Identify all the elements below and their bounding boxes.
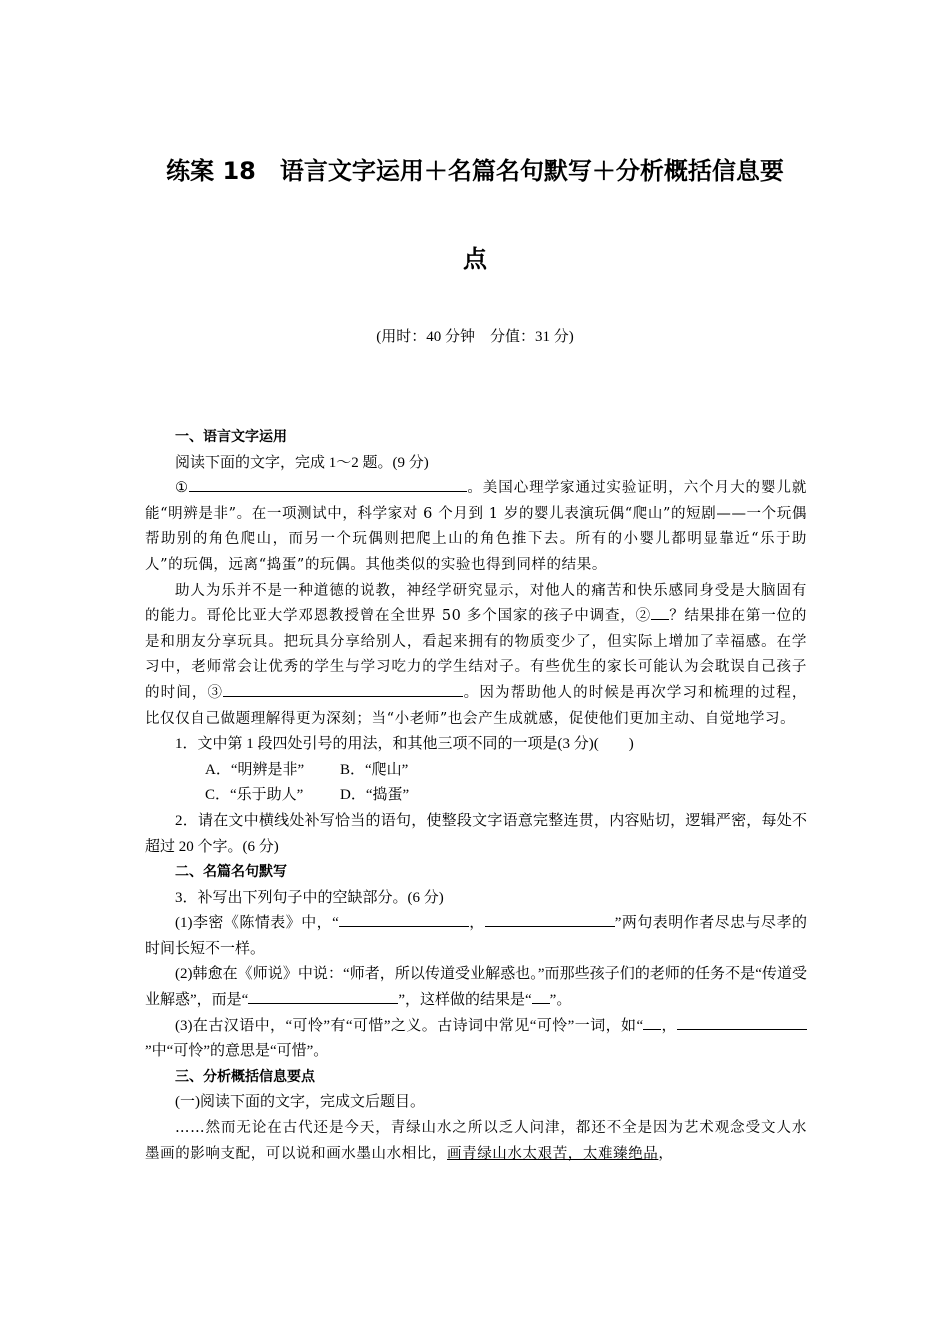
item-text: ， bbox=[468, 915, 485, 932]
question-1-options-row-1 bbox=[145, 758, 807, 784]
recitation-item-2 bbox=[145, 962, 807, 1013]
fill-blank-3[interactable] bbox=[223, 682, 463, 697]
question-2: 2．请在文中横线处补写恰当的语句，使整段文字语意完整连贯，内容贴切，逻辑严密，每处不超过 20 个字。(6 分) bbox=[145, 812, 807, 855]
blank-marker-1: ① bbox=[175, 480, 189, 497]
question-3: 3．补写出下列句子中的空缺部分。(6 分) bbox=[175, 889, 444, 906]
section3-heading: 三、分析概括信息要点 bbox=[175, 1068, 315, 1085]
question-1-options-row-2 bbox=[145, 783, 807, 809]
fill-blank-recite-5[interactable] bbox=[643, 1015, 661, 1030]
section1-instruction: 阅读下面的文字，完成 1～2 题。(9 分) bbox=[175, 454, 429, 471]
passage-text: ？结果排在第一位的是和朋友分享玩具。把玩具分享给别人，看起来拥有的物质变少了，但实际上增加了幸福感。在学习中，老师常会让优秀的学生与学习吃力的学生结对子。有些优生的家长可能认为会耽误自己孩子的时间，③ bbox=[145, 608, 807, 701]
page-title-continued: 点 bbox=[463, 245, 487, 273]
fill-blank-1[interactable] bbox=[189, 477, 467, 492]
item-text: ”中“可怜”的意思是“可惜”。 bbox=[145, 1043, 329, 1060]
option-b[interactable]: B．“爬山” bbox=[340, 761, 409, 778]
option-a[interactable]: A．“明辨是非” bbox=[205, 761, 305, 778]
fill-blank-2[interactable] bbox=[651, 605, 669, 620]
item-text: ”，这样做的结果是“ bbox=[398, 992, 532, 1009]
passage-text: 助人为乐并不是一种道德的说教，神经学研究显示，对他人的痛苦和快乐感同身受是大脑固有的能力。哥伦比亚大学邓恩教授曾在全世界 50 多个国家的孩子中调查，② bbox=[145, 582, 807, 625]
item-text: ， bbox=[661, 1017, 677, 1034]
fill-blank-recite-1[interactable] bbox=[339, 912, 469, 927]
passage-paragraph-1 bbox=[145, 476, 807, 578]
section2-heading: 二、名篇名句默写 bbox=[175, 864, 287, 881]
section3-instruction: (一)阅读下面的文字，完成文后题目。 bbox=[175, 1094, 425, 1111]
item-text: ”两句表明作者尽忠与尽孝的时间长短不一样。 bbox=[145, 915, 807, 957]
section1-heading: 一、语言文字运用 bbox=[175, 429, 287, 445]
recitation-item-3 bbox=[145, 1014, 807, 1065]
item-text: (3)在古汉语中，“可怜”有“可惜”之义。古诗词中常见“可怜”一词，如“ bbox=[175, 1017, 644, 1034]
item-text: ”。 bbox=[549, 992, 572, 1009]
fill-blank-recite-2[interactable] bbox=[485, 912, 615, 927]
passage-text: ……然而无论在古代还是今天，青绿山水之所以乏人问津，都还不全是因为艺术观念受文人水墨画的影响支配，可以说和画水墨山水相比， bbox=[145, 1120, 807, 1162]
option-c[interactable]: C．“乐于助人” bbox=[205, 787, 304, 804]
passage-text: 。美国心理学家通过实验证明，六个月大的婴儿就能“明辨是非”。在一项测试中，科学家对 6 个月到 1 岁的婴儿表演玩偶“爬山”的短剧——一个玩偶帮助别的角色爬山，而另一个玩偶则把爬上山的角色推下去。所有的小婴儿都明显靠近“乐于助人”的玩偶，远离“捣蛋”的玩偶。其他类似的实验也得到同样的结果。 bbox=[145, 480, 807, 573]
document-body bbox=[145, 425, 807, 1167]
passage-paragraph-3 bbox=[145, 1116, 807, 1167]
underlined-phrase: 画青绿山水太艰苦，太难臻绝品 bbox=[447, 1145, 659, 1162]
time-score-info: (用时：40 分钟 分值：31 分) bbox=[376, 329, 574, 345]
fill-blank-recite-3[interactable] bbox=[248, 989, 398, 1004]
fill-blank-recite-6[interactable] bbox=[677, 1015, 807, 1030]
passage-paragraph-2 bbox=[145, 579, 807, 733]
option-d[interactable]: D．“捣蛋” bbox=[340, 787, 410, 804]
item-text: (1)李密《陈情表》中，“ bbox=[175, 915, 339, 932]
question-1: 1．文中第 1 段四处引号的用法，和其他三项不同的一项是(3 分)( ) bbox=[175, 736, 634, 753]
page-title: 练案 18 语言文字运用＋名篇名句默写＋分析概括信息要 bbox=[166, 157, 784, 185]
item-text: (2)韩愈在《师说》中说：“师者，所以传道受业解惑也。”而那些孩子们的老师的任务不是“传道受业解惑”，而是“ bbox=[145, 966, 807, 1009]
passage-text: ， bbox=[658, 1145, 674, 1162]
passage-text: 。因为帮助他人的时候是再次学习和梳理的过程，比仅仅自己做题理解得更为深刻；当“小老师”也会产生成就感，促使他们更加主动、自觉地学习。 bbox=[145, 684, 808, 727]
recitation-item-1 bbox=[145, 911, 807, 962]
fill-blank-recite-4[interactable] bbox=[532, 989, 550, 1004]
